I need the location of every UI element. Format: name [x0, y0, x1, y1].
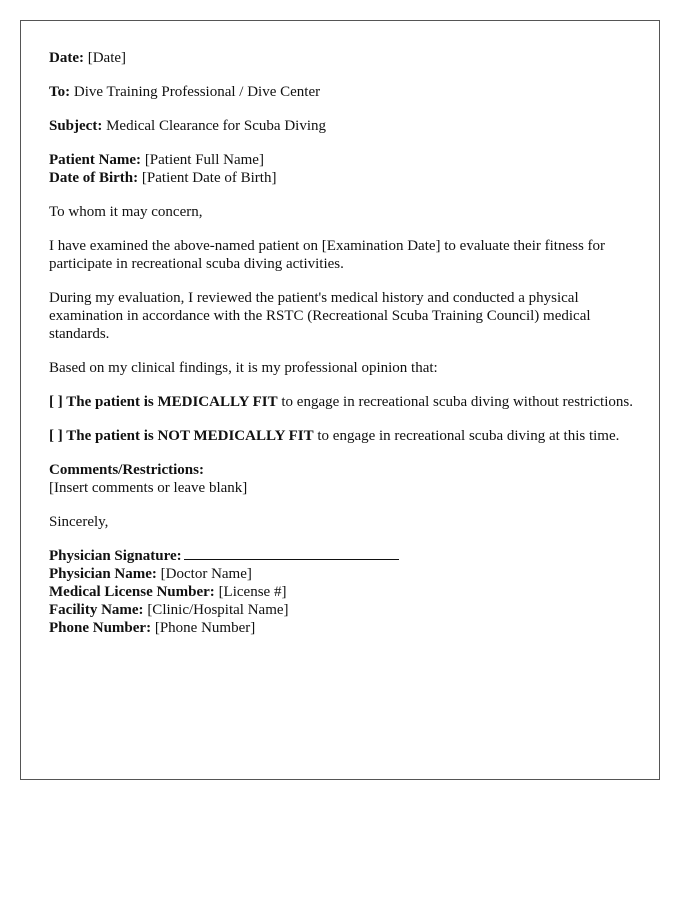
license-label: Medical License Number:	[49, 584, 215, 600]
date-of-birth-label: Date of Birth:	[49, 170, 139, 186]
medically-fit-label: [ ] The patient is MEDICALLY FIT	[49, 394, 278, 410]
physician-block	[49, 547, 635, 637]
letter-page	[20, 20, 660, 780]
signature-underline	[184, 547, 399, 560]
subject-label: Subject:	[49, 118, 103, 134]
patient-info	[49, 151, 635, 187]
medically-fit-option	[49, 393, 635, 411]
date-line	[49, 49, 635, 67]
patient-name-label: Patient Name:	[49, 152, 142, 168]
date-value: [Date]	[87, 50, 127, 66]
facility-label: Facility Name:	[49, 602, 144, 618]
patient-name-line	[49, 151, 635, 169]
to-line	[49, 83, 635, 101]
subject-line	[49, 117, 635, 135]
to-label: To:	[49, 84, 71, 100]
examination-paragraph: I have examined the above-named patient on [Examination Date] to evaluate their fitness for participate in recreational scuba diving activities.	[49, 238, 606, 272]
evaluation-paragraph: During my evaluation, I reviewed the patient's medical history and conducted a physical examination in accordance with the RSTC (Recreational Scuba Training Council) medical standards.	[49, 290, 591, 342]
comments-label: Comments/Restrictions:	[49, 462, 204, 478]
phone-label: Phone Number:	[49, 620, 152, 636]
date-label: Date:	[49, 50, 84, 66]
opinion-paragraph: Based on my clinical findings, it is my professional opinion that:	[49, 360, 438, 376]
phone-value: [Phone Number]	[154, 620, 256, 636]
salutation: To whom it may concern,	[49, 204, 203, 220]
to-value: Dive Training Professional / Dive Center	[73, 84, 321, 100]
physician-name-value: [Doctor Name]	[160, 566, 252, 582]
facility-line	[49, 601, 635, 619]
date-of-birth-line	[49, 169, 635, 187]
physician-name-label: Physician Name:	[49, 566, 157, 582]
phone-line	[49, 619, 635, 637]
license-value: [License #]	[218, 584, 287, 600]
signature-label: Physician Signature:	[49, 548, 182, 564]
subject-value: Medical Clearance for Scuba Diving	[106, 118, 326, 134]
physician-name-line	[49, 565, 635, 583]
not-medically-fit-label: [ ] The patient is NOT MEDICALLY FIT	[49, 428, 314, 444]
medically-fit-text: to engage in recreational scuba diving without restrictions.	[281, 394, 633, 410]
patient-name-value: [Patient Full Name]	[144, 152, 264, 168]
license-line	[49, 583, 635, 601]
comments-value: [Insert comments or leave blank]	[49, 480, 248, 496]
letter-content	[49, 49, 635, 653]
facility-value: [Clinic/Hospital Name]	[147, 602, 289, 618]
not-medically-fit-text: to engage in recreational scuba diving at this time.	[317, 428, 620, 444]
signature-line	[49, 547, 635, 565]
date-of-birth-value: [Patient Date of Birth]	[141, 170, 277, 186]
comments-section	[49, 461, 635, 497]
closing: Sincerely,	[49, 514, 109, 530]
not-medically-fit-option	[49, 427, 635, 445]
